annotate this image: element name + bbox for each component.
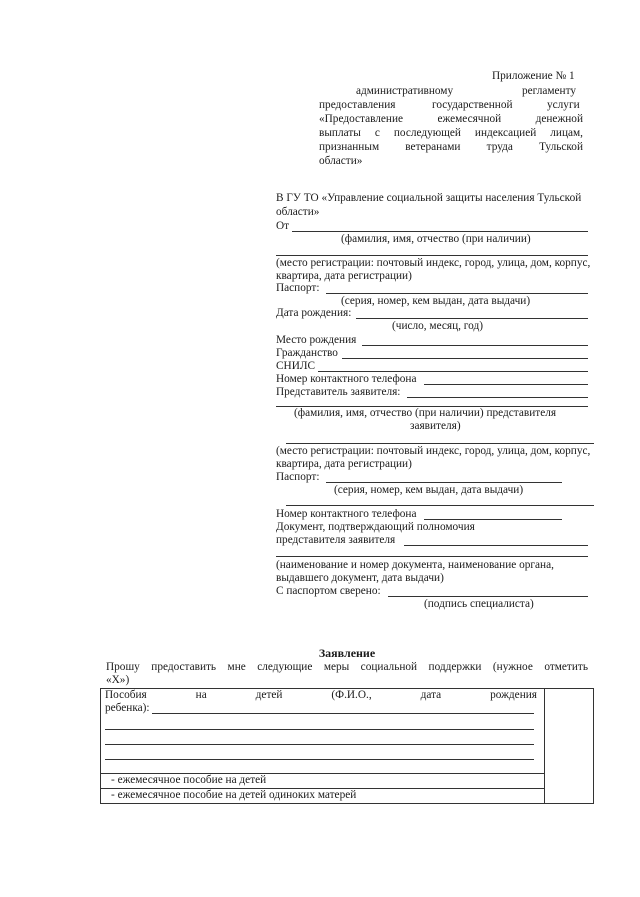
benefits-label: ребенка): [105,702,150,714]
representative-registration-field[interactable] [286,443,594,444]
benefit-option[interactable]: - ежемесячное пособие на детей [101,774,545,789]
field-hint: (фамилия, имя, отчество (при наличии) представителя [294,407,557,419]
snils-label: СНИЛС [276,360,316,372]
recipient-line: В ГУ ТО «Управление социальной защиты населения Тульской [276,192,582,204]
registration-field[interactable] [276,255,588,256]
child-field[interactable] [105,715,534,730]
birthplace-field[interactable] [362,345,588,346]
field-hint: (фамилия, имя, отчество (при наличии) [341,233,531,245]
authority-doc-field[interactable] [404,545,588,546]
snils-field[interactable] [318,371,588,372]
table-row [101,789,594,804]
passport-verified-label: С паспортом сверено: [276,585,381,597]
benefits-table [100,688,594,804]
statement-intro: Прошу предоставить мне следующие меры социальной поддержки (нужное отметить [106,661,588,673]
representative-passport-extra-field[interactable] [286,505,594,506]
birthplace-label: Место рождения [276,334,357,346]
appendix-text: государственной [432,99,513,111]
benefit-option[interactable]: - ежемесячное пособие на детей одиноких матерей [101,789,545,804]
child-field[interactable] [105,730,534,745]
specialist-signature-field[interactable] [388,596,588,597]
child-field[interactable] [152,713,535,714]
representative-passport-field[interactable] [326,482,562,483]
appendix-text: признанным ветеранами труда Тульской [319,141,583,153]
appendix-title: Приложение № 1 [492,70,575,82]
citizenship-field[interactable] [342,358,588,359]
citizenship-label: Гражданство [276,347,338,359]
authority-doc-label: представителя заявителя [276,534,396,546]
statement-title: Заявление [318,646,376,660]
appendix-text: услуги [547,99,580,111]
child-field[interactable] [105,745,534,760]
phone-field[interactable] [424,384,588,385]
representative-field[interactable] [407,397,588,398]
representative-label: Представитель заявителя: [276,386,401,398]
field-hint: (место регистрации: почтовый индекс, город, улица, дом, корпус, [276,257,591,269]
appendix-text: регламенту [522,85,577,97]
from-field[interactable] [292,231,588,232]
table-row [101,689,594,774]
dob-field[interactable] [356,318,588,319]
field-hint: квартира, дата регистрации) [276,270,412,282]
representative-passport-label: Паспорт: [276,471,320,483]
statement-intro: «Х») [106,674,130,686]
checkbox-cell[interactable] [545,689,594,804]
appendix-text: области» [319,155,363,167]
benefits-label: Пособия на детей (Ф.И.О., дата рождения [105,689,537,701]
passport-field[interactable] [326,293,588,294]
field-hint: квартира, дата регистрации) [276,458,412,470]
benefits-children-cell [101,689,545,774]
phone-label: Номер контактного телефона [276,373,417,385]
authority-doc-extra-field[interactable] [276,556,588,557]
field-hint: (число, месяц, год) [392,320,483,332]
field-hint: (серия, номер, кем выдан, дата выдачи) [341,295,531,307]
field-hint: (подпись специалиста) [424,598,534,610]
dob-label: Дата рождения: [276,307,352,319]
recipient-line: области» [276,206,320,218]
field-hint: выдавшего документ, дата выдачи) [276,572,444,584]
appendix-text: административному [356,85,454,97]
field-hint: (серия, номер, кем выдан, дата выдачи) [334,484,524,496]
appendix-text: выплаты с последующей индексацией лицам, [319,127,583,139]
passport-label: Паспорт: [276,282,320,294]
field-hint: заявителя) [410,420,461,432]
field-hint: (наименование и номер документа, наименование органа, [276,559,554,571]
appendix-text: предоставления [319,99,396,111]
representative-phone-label: Номер контактного телефона [276,508,417,520]
authority-doc-label: Документ, подтверждающий полномочия [276,521,475,533]
table-row [101,774,594,789]
field-hint: (место регистрации: почтовый индекс, город, улица, дом, корпус, [276,445,591,457]
representative-phone-field[interactable] [424,519,562,520]
from-label: От [276,220,290,232]
appendix-text: «Предоставление ежемесячной денежной [319,113,583,125]
